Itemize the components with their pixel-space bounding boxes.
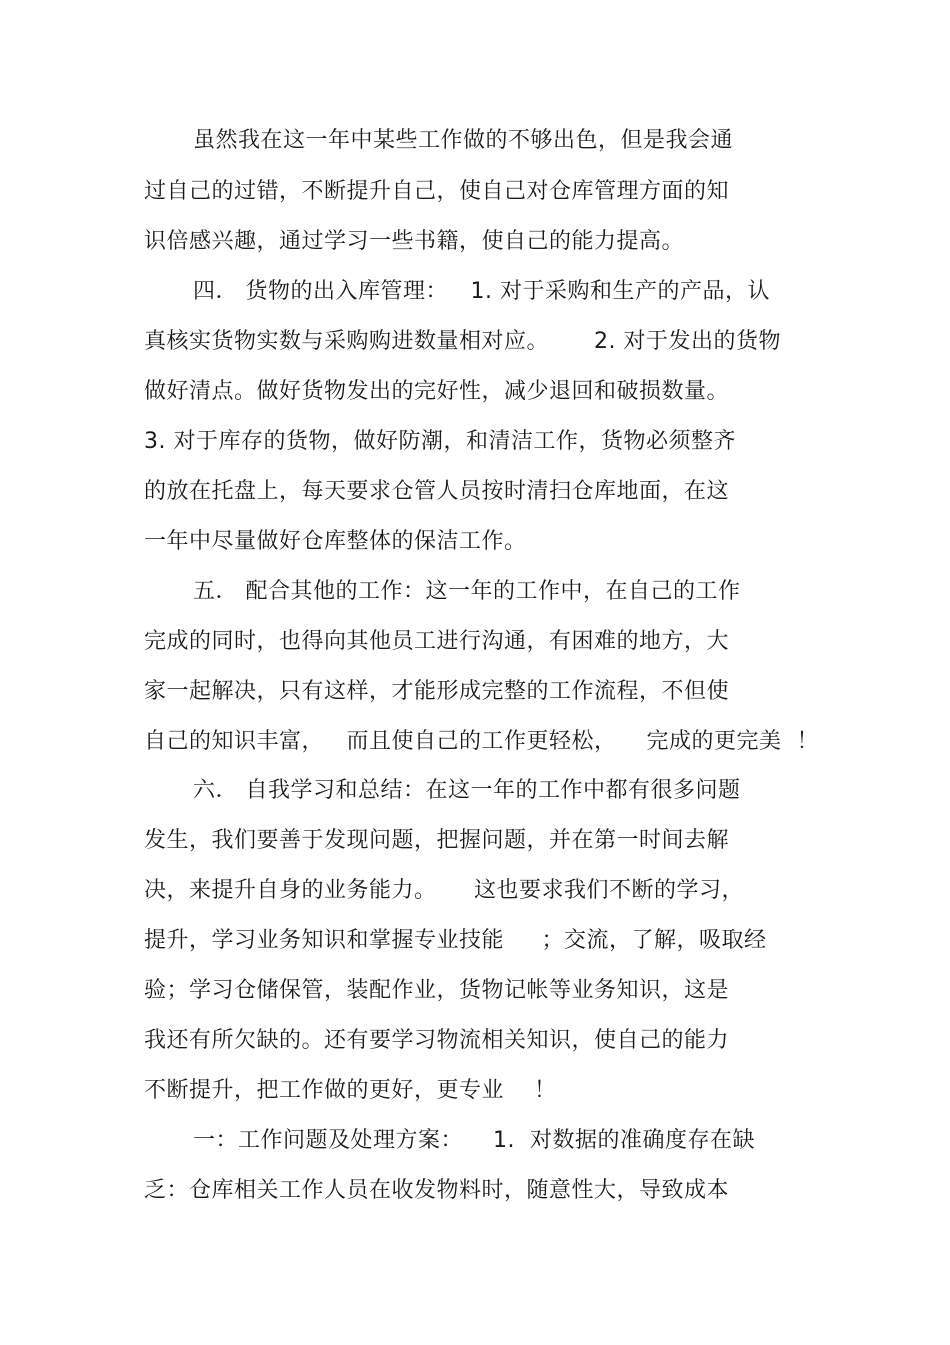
- section-six-heading: 六． 自我学习和总结：在这一年的工作中都有很多问题: [193, 778, 741, 803]
- text-line: 一年中尽量做好仓库整体的保洁工作。: [144, 529, 527, 554]
- text-line: 过自己的过错，不断提升自己，使自己对仓库管理方面的知: [144, 179, 730, 204]
- section-five-heading: 五． 配合其他的工作：这一年的工作中，在自己的工作: [193, 579, 741, 604]
- section-one-heading: 一：工作问题及处理方案： 1. 对数据的准确度存在缺: [193, 1128, 755, 1153]
- text-line: 提升，学习业务知识和掌握专业技能 ；交流，了解，吸取经: [144, 928, 767, 953]
- text-line: 乏：仓库相关工作人员在收发物料时，随意性大，导致成本: [144, 1178, 730, 1203]
- text-line: 我还有所欠缺的。还有要学习物流相关知识，使自己的能力: [144, 1028, 730, 1053]
- text-line: 做好清点。做好货物发出的完好性，减少退回和破损数量。: [144, 379, 730, 404]
- text-line: 3. 对于库存的货物，做好防潮，和清洁工作，货物必须整齐: [144, 429, 736, 454]
- text-line: 家一起解决，只有这样，才能形成完整的工作流程，不但使: [144, 679, 730, 704]
- text-line: 验；学习仓储保管，装配作业，货物记帐等业务知识，这是: [144, 978, 730, 1003]
- text-line: 自己的知识丰富， 而且使自己的工作更轻松， 完成的更完美 ！: [144, 729, 819, 754]
- section-four-heading: 四． 货物的出入库管理： 1. 对于采购和生产的产品，认: [193, 279, 770, 304]
- text-line: 的放在托盘上，每天要求仓管人员按时清扫仓库地面，在这: [144, 479, 730, 504]
- text-line: 不断提升，把工作做的更好，更专业 ！: [144, 1078, 557, 1103]
- text-line: 真核实货物实数与采购购进数量相对应。 2. 对于发出的货物: [144, 329, 781, 354]
- text-line: 完成的同时，也得向其他员工进行沟通，有困难的地方，大: [144, 629, 730, 654]
- text-line: 识倍感兴趣，通过学习一些书籍，使自己的能力提高。: [144, 229, 685, 254]
- text-line: 虽然我在这一年中某些工作做的不够出色，但是我会通: [193, 128, 734, 153]
- text-line: 发生，我们要善于发现问题，把握问题，并在第一时间去解: [144, 828, 730, 853]
- text-line: 决，来提升自身的业务能力。 这也要求我们不断的学习，: [144, 878, 744, 903]
